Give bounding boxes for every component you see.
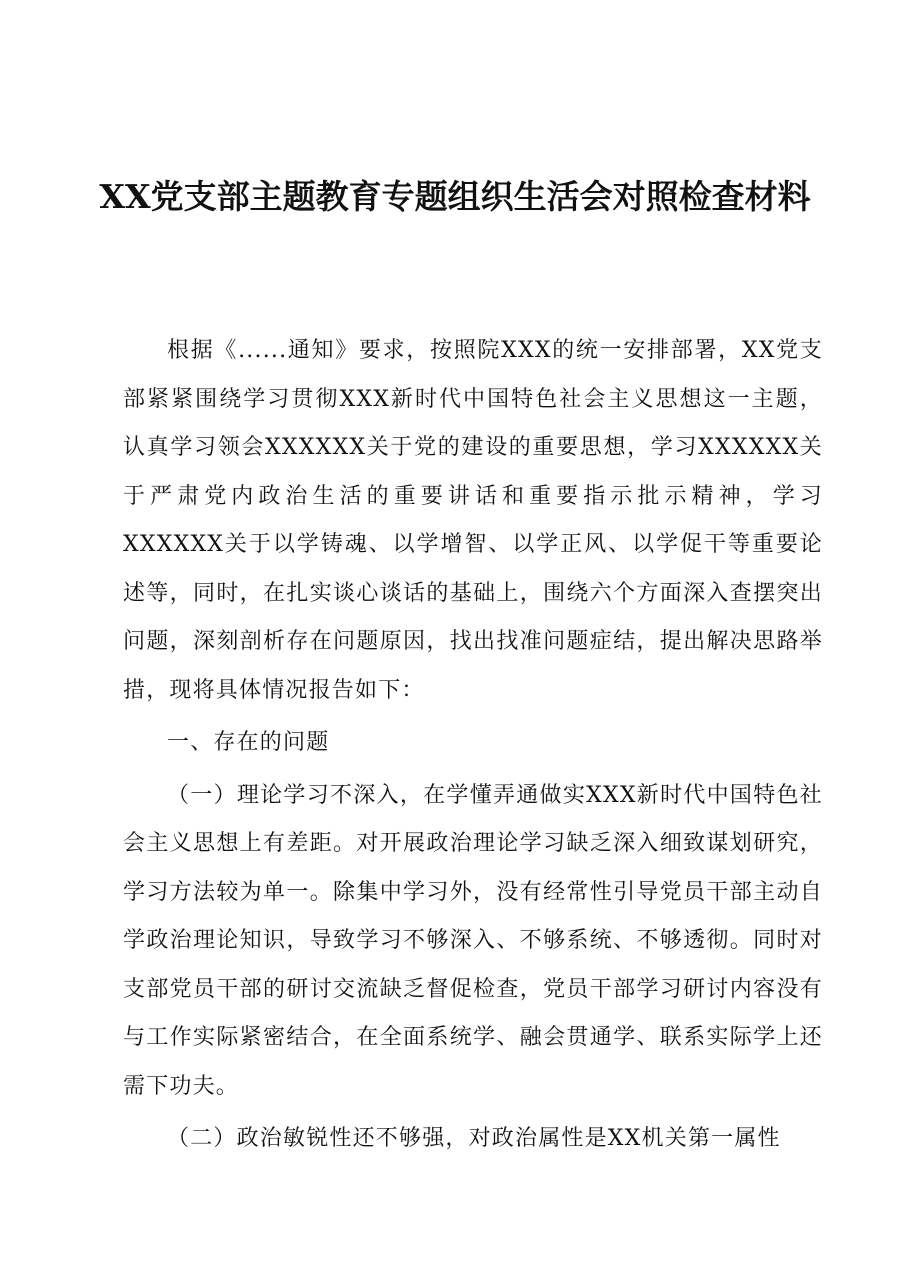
problem-item-1: （一）理论学习不深入，在学懂弄通做实XXX新时代中国特色社会主义思想上有差距。对开展政治理论学习缺乏深入细致谋划研究，学习方法较为单一。除集中学习外，没有经常性引导党员干部主动自学政治理论知识，导致学习不够深入、不够系统、不够透彻。同时对支部党员干部的研讨交流缺乏督促检查，党员干部学习研讨内容没有与工作实际紧密结合，在全面系统学、融会贯通学、联系实际学上还需下功夫。 bbox=[123, 782, 823, 1099]
problem-item-2: （二）政治敏锐性还不够强，对政治属性是XX机关第一属性 bbox=[167, 1126, 781, 1151]
document-body bbox=[123, 327, 823, 1164]
document-title: XX党支部主题教育专题组织生活会对照检查材料 bbox=[99, 177, 811, 216]
intro-paragraph: 根据《......通知》要求，按照院XXX的统一安排部署，XX党支部紧紧围绕学习贯彻XXX新时代中国特色社会主义思想这一主题，认真学习领会XXXXXX关于党的建设的重要思想，学习XXXXXX关于严肃党内政治生活的重要讲话和重要指示批示精神，学习XXXXXX关于以学铸魂、以学增智、以学正风、以学促干等重要论述等，同时，在扎实谈心谈话的基础上，围绕六个方面深入查摆突出问题，深刻剖析存在问题原因，找出找准问题症结，提出解决思路举措，现将具体情况报告如下： bbox=[123, 338, 823, 703]
section-heading-problems: 一、存在的问题 bbox=[167, 730, 330, 755]
